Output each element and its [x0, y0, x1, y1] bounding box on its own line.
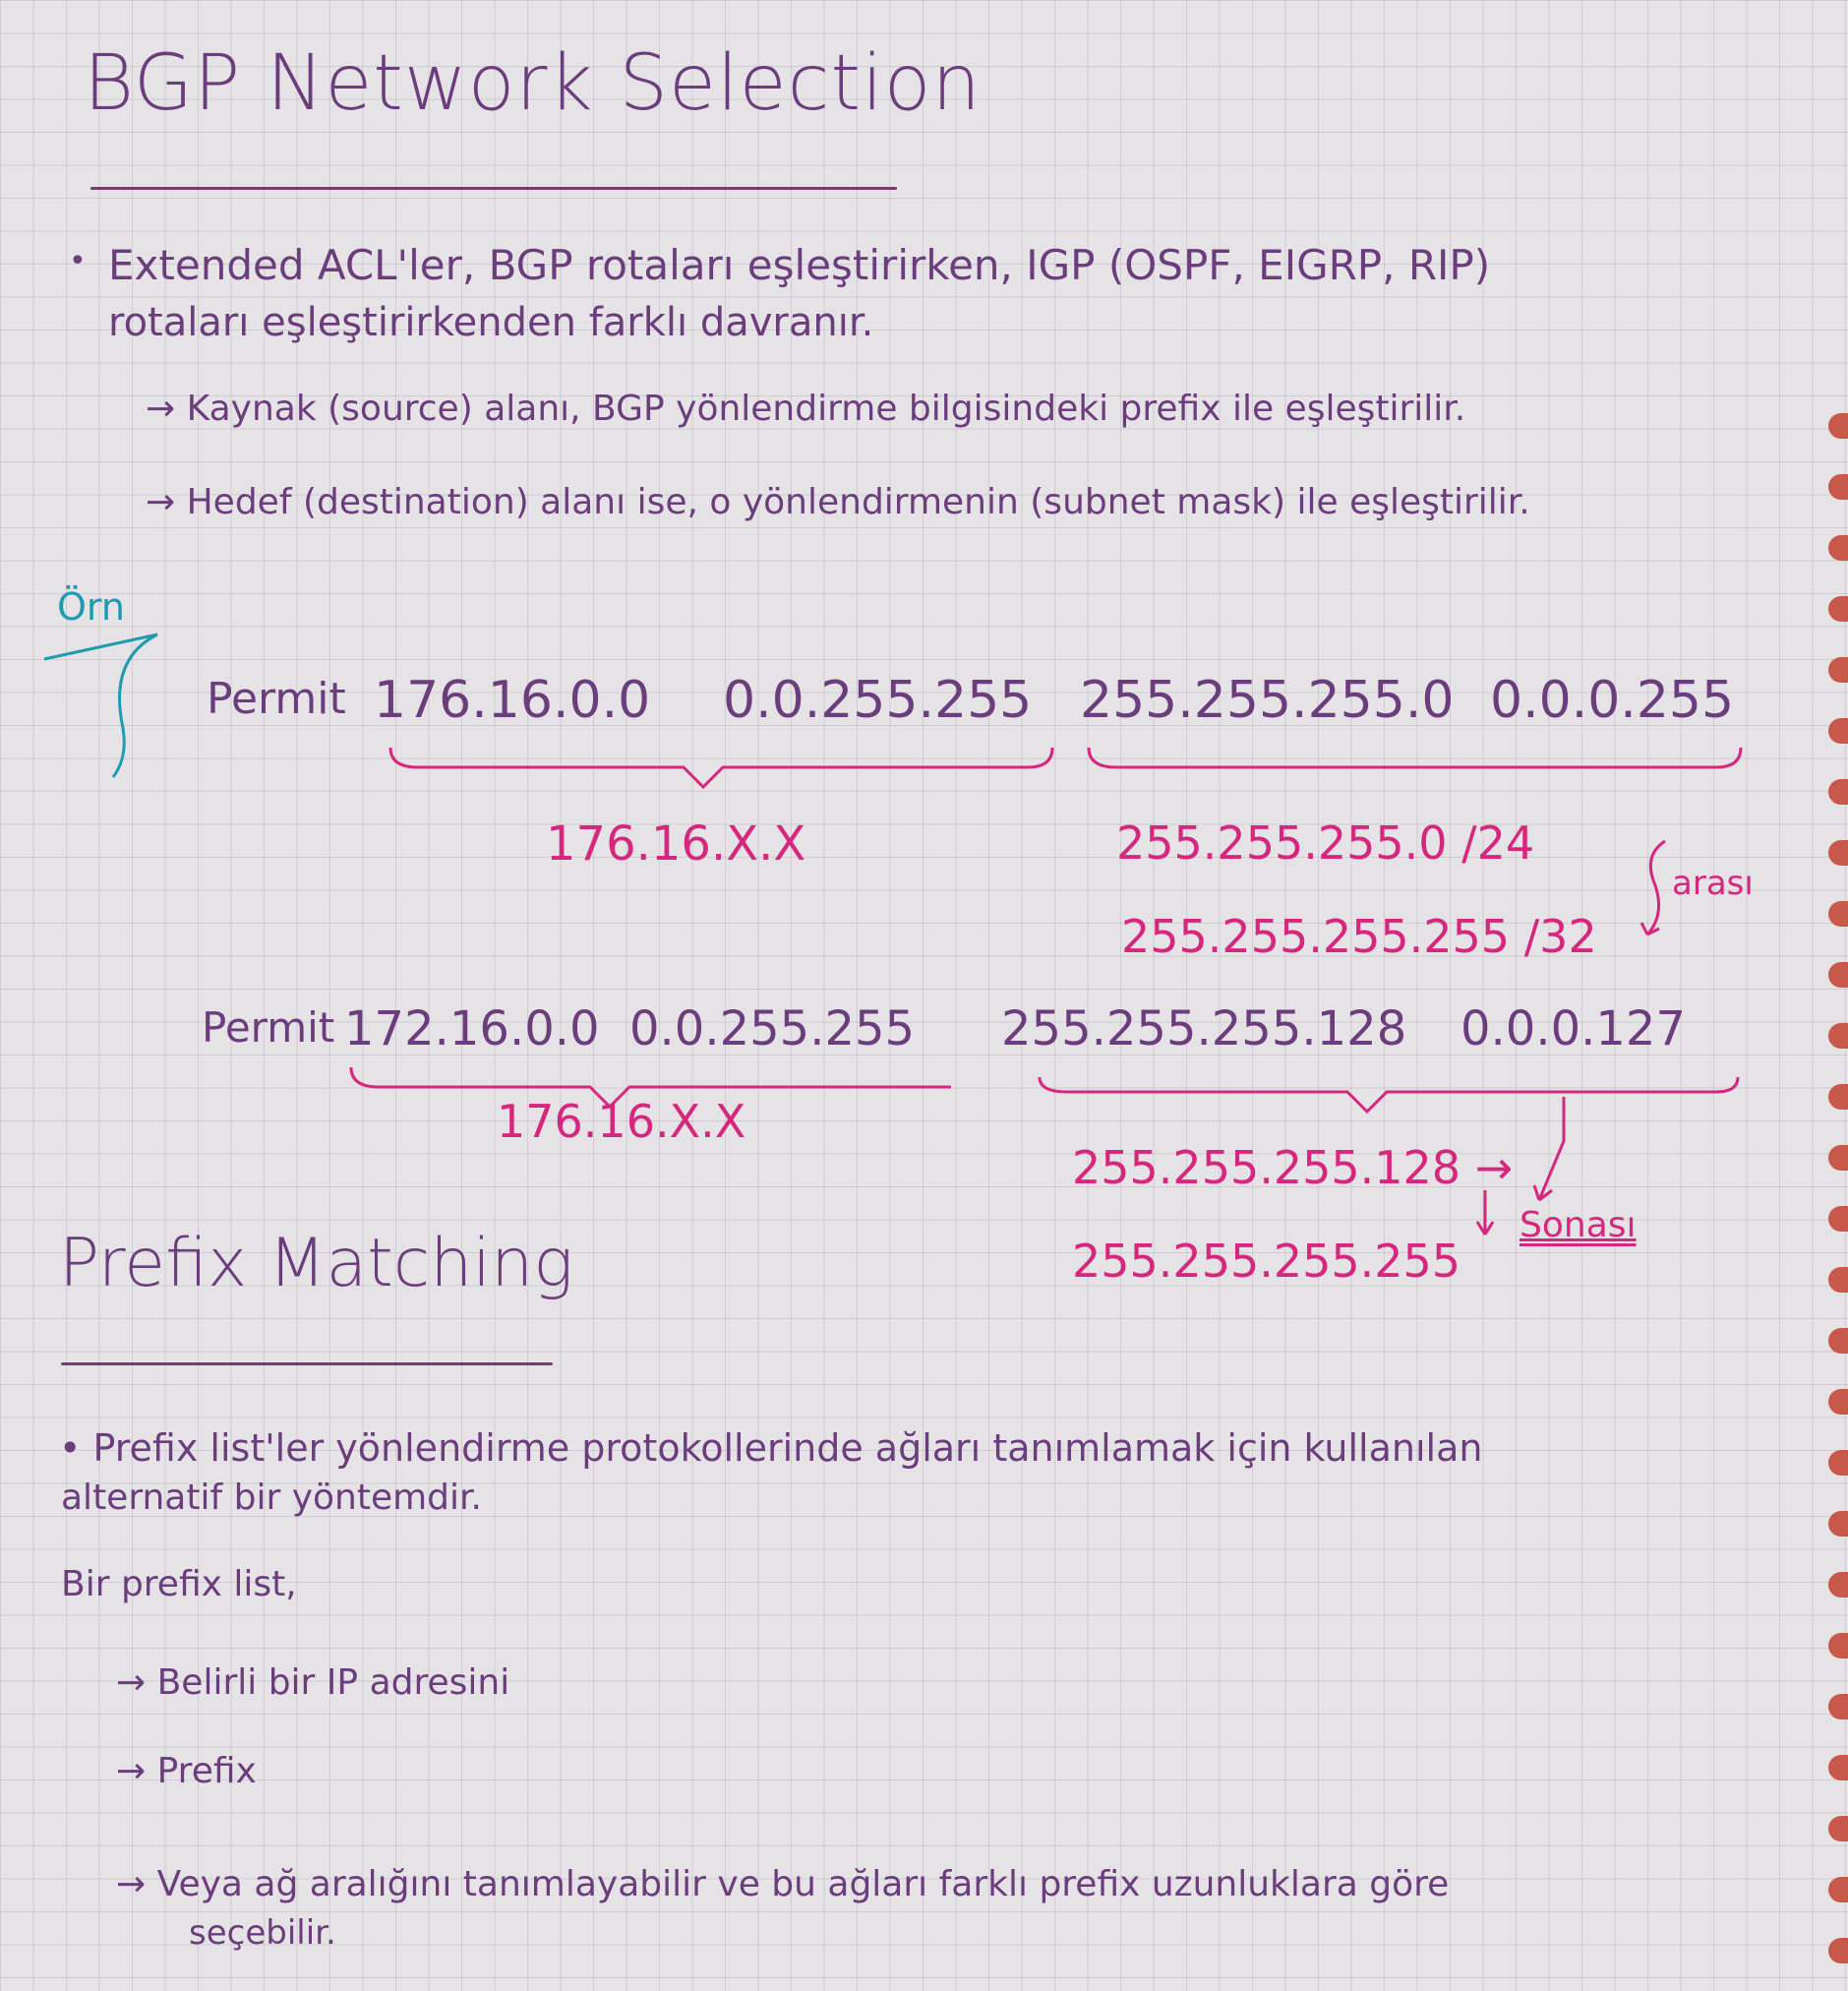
page-title: BGP Network Selection [84, 39, 982, 128]
example-marker-icon [39, 620, 167, 787]
bullet-line-1: Extended ACL'ler, BGP rotaları eşleştirirken, IGP (OSPF, EIGRP, RIP) [108, 241, 1491, 289]
row1-mask-a: 255.255.255.0 /24 [1116, 816, 1535, 870]
row1-mask-b: 255.255.255.255 /32 [1121, 910, 1597, 963]
row2-source-wildcard: 0.0.255.255 [629, 1001, 916, 1056]
section-title-underline [61, 1362, 553, 1365]
prefix-bullet-line-2: alternatif bir yöntemdir. [61, 1478, 482, 1518]
row2-source-result: 176.16.X.X [497, 1095, 746, 1148]
row1-destination-mask: 255.255.255.0 [1080, 671, 1455, 730]
row2-keyword: Permit [202, 1003, 335, 1052]
row1-keyword: Permit [207, 674, 346, 724]
prefix-list-item-prefix: → Prefix [116, 1751, 257, 1791]
prefix-bullet-line-1: • Prefix list'ler yönlendirme protokollerinde ağları tanımlamak için kullanılan [59, 1426, 1483, 1470]
bullet-dot: • [69, 244, 87, 278]
row1-source-wildcard: 0.0.255.255 [723, 671, 1033, 730]
bullet-line-2: rotaları eşleştirirkenden farklı davranır. [108, 300, 874, 345]
notebook-binding [1822, 413, 1848, 1987]
prefix-list-item-range: → Veya ağ aralığını tanımlayabilir ve bu ağları farklı prefix uzunluklara göre [116, 1864, 1450, 1904]
row2-range-word: Sonası [1520, 1205, 1637, 1245]
row1-source-brace [388, 743, 1057, 792]
row2-destination-wildcard: 0.0.0.127 [1461, 1001, 1687, 1056]
row1-destination-brace [1087, 743, 1746, 782]
row1-source-result: 176.16.X.X [546, 816, 806, 872]
arrow-item-destination: → Hedef (destination) alanı ise, o yönlendirmenin (subnet mask) ile eşleştirilir. [146, 482, 1530, 522]
row1-range-word: arası [1672, 864, 1754, 903]
row2-mask-a: 255.255.255.128 → [1072, 1141, 1514, 1194]
example-label: Örn [57, 585, 125, 629]
prefix-list-item-ip: → Belirli bir IP adresini [116, 1662, 510, 1703]
row2-destination-brace [1038, 1072, 1746, 1131]
prefix-list-intro: Bir prefix list, [61, 1564, 297, 1604]
row1-destination-wildcard: 0.0.0.255 [1490, 671, 1735, 730]
row2-destination-mask: 255.255.255.128 [1001, 1001, 1407, 1056]
row2-mask-b: 255.255.255.255 [1072, 1235, 1461, 1288]
title-underline [90, 187, 897, 190]
prefix-list-item-range-cont: seçebilir. [189, 1913, 336, 1953]
row2-source-ip: 172.16.0.0 [344, 1001, 600, 1056]
arrow-item-source: → Kaynak (source) alanı, BGP yönlendirme bilgisindeki prefix ile eşleştirilir. [146, 389, 1466, 429]
section-title-prefix-matching: Prefix Matching [59, 1225, 574, 1302]
row1-range-arrow-icon [1638, 836, 1677, 944]
row1-source-ip: 176.16.0.0 [374, 671, 651, 730]
